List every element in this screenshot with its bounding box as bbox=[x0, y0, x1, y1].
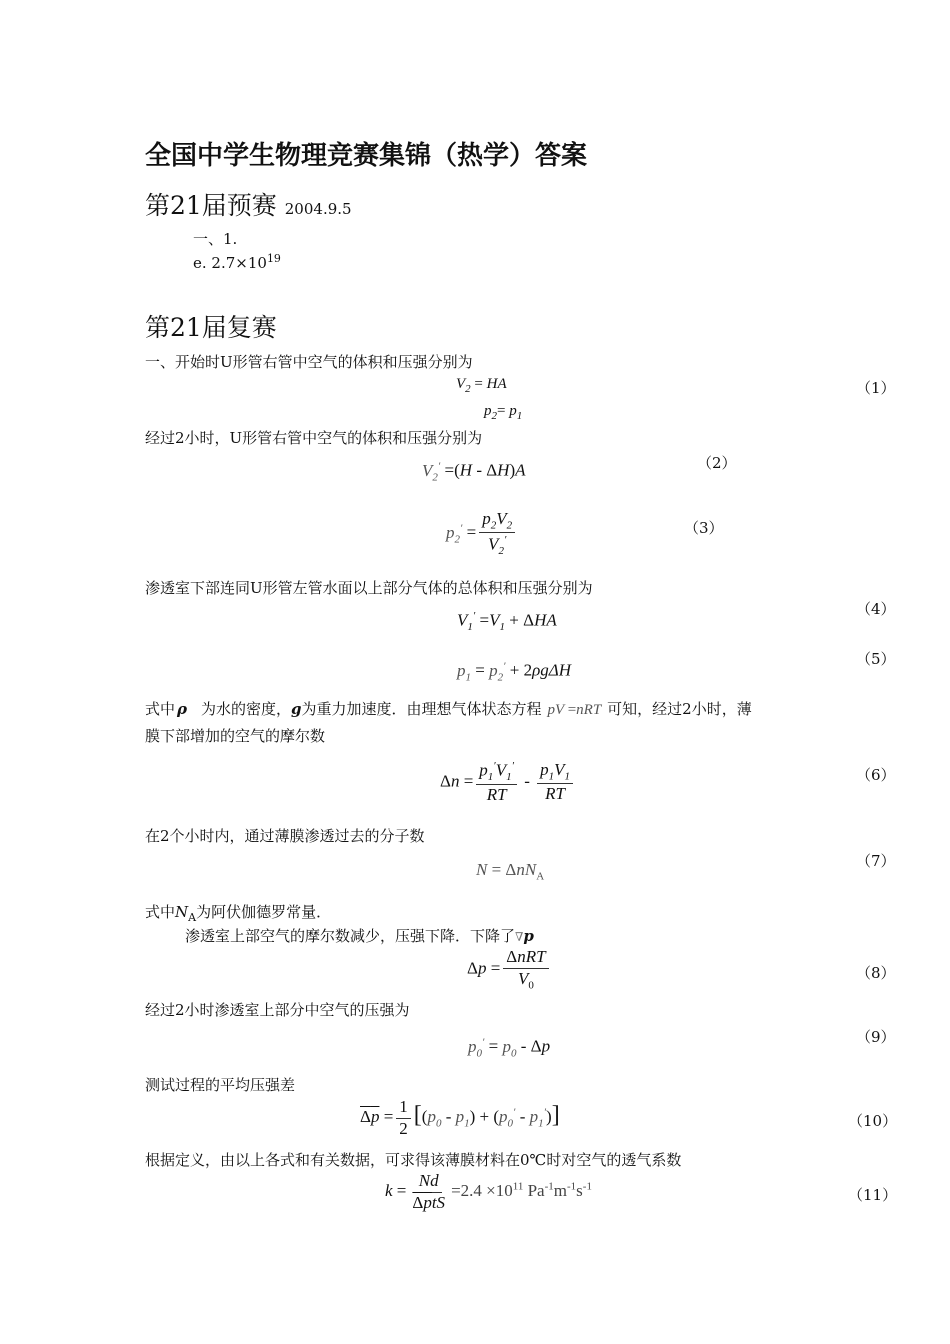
paragraph-2: 经过2小时，U形管右管中空气的体积和压强分别为 bbox=[145, 429, 483, 447]
equation-2: $V_2' =(H - \Delta H)A$ bbox=[422, 460, 526, 484]
rho-symbol: ρ bbox=[177, 700, 187, 718]
paragraph-7 bbox=[145, 901, 331, 924]
answer-line-1: 一、1. bbox=[193, 230, 238, 248]
symbol-p: p bbox=[523, 927, 534, 945]
equation-8: Δp = $\frac{\text{ΔnRT}}{V_0}$ bbox=[467, 948, 552, 991]
section-date: 2004.9.5 bbox=[284, 200, 352, 218]
paragraph-6: 在2个小时内，通过薄膜渗透过去的分子数 bbox=[145, 827, 425, 845]
equation-number-5: （5） bbox=[856, 650, 896, 668]
equation-number-4: （4） bbox=[856, 600, 896, 618]
section-heading-text: 第21届预赛 bbox=[145, 191, 277, 220]
equation-9: $p_0' = p_0 - \Delta p$ bbox=[468, 1036, 551, 1060]
equation-number-1: （1） bbox=[856, 379, 896, 397]
equation-3: $p_2'$ = $\frac{p_2V_2}{V_2'}$ bbox=[446, 510, 518, 558]
paragraph-3: 渗透室下部连同U形管左管水面以上部分气体的总体积和压强分别为 bbox=[145, 579, 593, 597]
symbol-A: A bbox=[188, 911, 197, 924]
paragraph-9: 经过2小时渗透室上部分中空气的压强为 bbox=[145, 1001, 410, 1019]
paragraph-1: 一、开始时U形管右管中空气的体积和压强分别为 bbox=[145, 353, 473, 371]
equation-number-9: （9） bbox=[856, 1028, 896, 1046]
equation-number-11: （11） bbox=[848, 1186, 898, 1204]
paragraph-5: 膜下部增加的空气的摩尔数 bbox=[145, 727, 326, 745]
text-shizhong: 式中 bbox=[145, 700, 176, 718]
equation-10: Δp = $\frac{1}{2}$ $[(p_0 - p_1) + (p_0' - p_1')]$ bbox=[360, 1097, 560, 1138]
k-unit: Pa bbox=[523, 1181, 545, 1201]
equation-4: $V_1' =V_1 + \Delta HA$ bbox=[457, 610, 557, 634]
page-title: 全国中学生物理竞赛集锦（热学）答案 bbox=[145, 141, 588, 171]
equation-1b: $p_2= p_1$ bbox=[484, 403, 523, 422]
answer-line-2 bbox=[193, 252, 281, 272]
paragraph-11: 根据定义，由以上各式和有关数据，可求得该薄膜材料在0℃时对空气的透气系数 bbox=[145, 1151, 682, 1169]
equation-number-10: （10） bbox=[848, 1112, 898, 1130]
equation-number-7: （7） bbox=[856, 852, 896, 870]
k-value: =2.4 ×10 bbox=[451, 1181, 513, 1201]
equation-number-8: （8） bbox=[856, 964, 896, 982]
ideal-gas-equation: pV =nRT bbox=[547, 702, 602, 718]
paragraph-8 bbox=[185, 925, 534, 946]
section-heading-preliminary bbox=[145, 186, 352, 222]
equation-number-2: （2） bbox=[697, 454, 737, 472]
text-shizhong-2: 式中 bbox=[145, 903, 176, 921]
equation-number-6: （6） bbox=[856, 766, 896, 784]
symbol-g: g bbox=[291, 700, 302, 718]
answer-exponent: 19 bbox=[266, 252, 281, 265]
text-avogadro: 为阿伏伽德罗常量． bbox=[196, 903, 332, 921]
equation-7: N = ΔnN$_A$ bbox=[476, 860, 545, 883]
paragraph-10: 测试过程的平均压强差 bbox=[145, 1076, 296, 1094]
equation-11: k = $\frac{Nd}{\text{ΔptS}}$ $=2.4 \times 10^{11}$ $Pa^{-1}m^{-1}s^{-1}$ bbox=[385, 1171, 592, 1212]
text-pressure-drop: 渗透室上部空气的摩尔数减少，压强下降．下降了 bbox=[185, 927, 516, 945]
text-water-density: 为水的密度， bbox=[201, 700, 292, 718]
answer-value: e. 2.7×10 bbox=[193, 254, 267, 272]
section-heading-final: 第21届复赛 bbox=[145, 313, 277, 342]
equation-1a: $V_2$ = HA bbox=[456, 376, 507, 395]
k-exponent: 11 bbox=[512, 1180, 524, 1193]
text-gravity: 为重力加速度．由理想气体状态方程 bbox=[301, 700, 542, 718]
equation-number-3: （3） bbox=[684, 519, 724, 537]
delta-symbol: ∇ bbox=[515, 930, 524, 944]
paragraph-4 bbox=[145, 698, 752, 719]
text-after-equation: 可知，经过2小时，薄 bbox=[607, 700, 752, 718]
equation-5: $p_1 = p_2' + 2\rho g\Delta H$ bbox=[457, 660, 572, 684]
equation-6: Δn = $\frac{p_1'V_1'}{RT}$ - $\frac{p_1V_1}{RT}$ bbox=[440, 760, 576, 805]
symbol-N: N bbox=[175, 903, 189, 921]
